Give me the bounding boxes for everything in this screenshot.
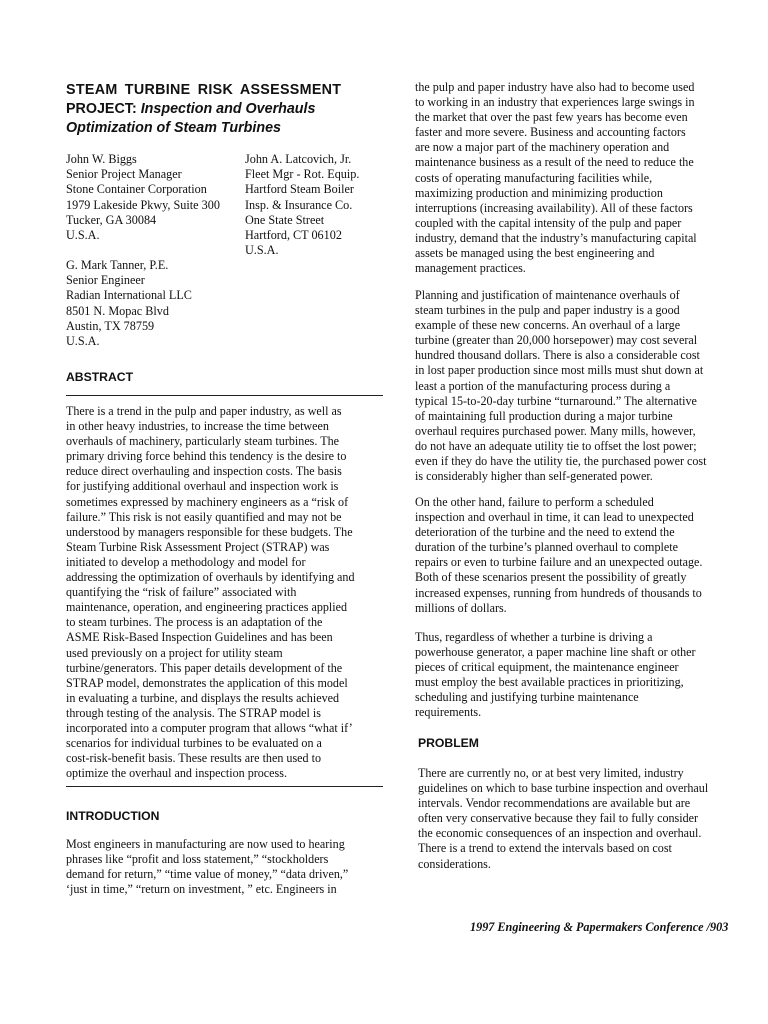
text-line: Hartford Steam Boiler xyxy=(245,182,354,197)
text-line: scenarios for individual turbines to be evaluated on a xyxy=(66,736,322,751)
right-para-3 xyxy=(415,495,702,616)
text-line: primary driving force behind this tendency is the desire to xyxy=(66,449,347,464)
paper-title xyxy=(66,81,366,138)
title-subtitle-2: Optimization of Steam Turbines xyxy=(66,120,282,136)
text-line: Most engineers in manufacturing are now used to hearing xyxy=(66,837,345,851)
text-line: demand for return,” “time value of money,” “data driven,” xyxy=(66,867,349,882)
text-line: to steam turbines. The process is an adaptation of the xyxy=(66,615,323,630)
text-line: to working in an industry that experiences large swings in xyxy=(415,95,695,110)
text-line: John A. Latcovich, Jr. xyxy=(245,152,352,166)
author-2 xyxy=(245,152,385,258)
introduction-heading: INTRODUCTION xyxy=(66,809,160,823)
title-line-1: STEAM TURBINE RISK ASSESSMENT xyxy=(66,82,342,98)
text-line: 1979 Lakeside Pkwy, Suite 300 xyxy=(66,197,220,212)
text-line: overhaul requires purchased power. Many mills, however, xyxy=(415,423,696,438)
text-line: management practices. xyxy=(415,261,526,276)
text-line: G. Mark Tanner, P.E. xyxy=(66,258,169,272)
right-para-5 xyxy=(418,766,708,872)
text-line: must employ the best available practices in prioritizing, xyxy=(415,675,684,690)
text-line: Austin, TX 78759 xyxy=(66,318,155,333)
text-line: are now a major part of the machinery operation and xyxy=(415,140,670,155)
abstract-heading: ABSTRACT xyxy=(66,370,134,384)
text-line: in evaluating a turbine, and displays the results achieved xyxy=(66,690,340,705)
text-line: intervals. Vendor recommendations are available but are xyxy=(418,796,691,811)
text-line: for justifying additional overhaul and inspection work is xyxy=(66,479,339,494)
text-line: Steam Turbine Risk Assessment Project (STRAP) was xyxy=(66,539,330,554)
text-line: Thus, regardless of whether a turbine is driving a xyxy=(415,630,653,644)
text-line: often very conservative because they fail to fully consider xyxy=(418,811,699,826)
text-line: 8501 N. Mopac Blvd xyxy=(66,303,169,318)
text-line: overhauls of machinery, particularly steam turbines. The xyxy=(66,434,340,449)
text-line: U.S.A. xyxy=(245,243,279,258)
text-line: There is a trend in the pulp and paper industry, as well as xyxy=(66,404,342,418)
text-line: duration of the turbine’s planned overhaul to complete xyxy=(415,540,678,555)
text-line: John W. Biggs xyxy=(66,152,137,166)
text-line: increased expenses, running from hundreds of thousands to xyxy=(415,585,702,600)
text-line: guidelines on which to base turbine inspection and overhaul xyxy=(418,781,709,796)
text-line: Planning and justification of maintenance overhauls of xyxy=(415,288,680,302)
abstract-body xyxy=(66,404,355,781)
problem-heading: PROBLEM xyxy=(418,736,479,750)
text-line: U.S.A. xyxy=(66,228,100,243)
author-1 xyxy=(66,152,241,243)
text-line: interruptions (increasing availability). All of these factors xyxy=(415,200,693,215)
text-line: initiated to develop a methodology and model for xyxy=(66,554,306,569)
text-line: Radian International LLC xyxy=(66,288,192,303)
text-line: Senior Engineer xyxy=(66,273,145,288)
text-line: Both of these scenarios present the possibility of greatly xyxy=(415,570,687,585)
text-line: used previously on a project for utility steam xyxy=(66,645,283,660)
text-line: ASME Risk-Based Inspection Guidelines and has been xyxy=(66,630,333,645)
text-line: faster and more severe. Business and accounting factors xyxy=(415,125,686,140)
text-line: powerhouse generator, a paper machine line shaft or other xyxy=(415,645,696,660)
text-line: considerations. xyxy=(418,856,491,871)
text-line: STRAP model, demonstrates the application of this model xyxy=(66,675,348,690)
text-line: U.S.A. xyxy=(66,334,100,349)
text-line: Tucker, GA 30084 xyxy=(66,212,157,227)
text-line: least a portion of the manufacturing process during a xyxy=(415,378,671,393)
text-line: coupled with the capital intensity of the pulp and paper xyxy=(415,215,682,230)
text-line: Fleet Mgr - Rot. Equip. xyxy=(245,167,360,182)
text-line: in other heavy industries, to increase the time between xyxy=(66,419,329,434)
text-line: There are currently no, or at best very limited, industry xyxy=(418,766,684,780)
text-line: phrases like “profit and loss statement,” “stockholders xyxy=(66,852,329,867)
text-line: even if they do have the utility tie, the purchased power cost xyxy=(415,454,707,469)
conference-footer: 1997 Engineering & Papermakers Conference /903 xyxy=(470,920,729,934)
text-line: costs of operating manufacturing facilities while, xyxy=(415,170,653,185)
text-line: do not have an adequate utility tie to offset the lost power; xyxy=(415,438,697,453)
right-para-2 xyxy=(415,288,707,484)
abstract-rule-top xyxy=(66,395,383,396)
text-line: quantifying the “risk of failure” associated with xyxy=(66,585,297,600)
text-line: millions of dollars. xyxy=(415,600,507,615)
text-line: turbine (greater than 20,000 horsepower) may cost several xyxy=(415,333,698,348)
text-line: maximizing production and minimizing production xyxy=(415,185,663,200)
text-line: maintenance, operation, and engineering practices applied xyxy=(66,600,348,615)
text-line: requirements. xyxy=(415,705,482,720)
text-line: example of these new concerns. An overhaul of a large xyxy=(415,318,681,333)
text-line: One State Street xyxy=(245,212,325,227)
text-line: pieces of critical equipment, the maintenance engineer xyxy=(415,660,679,675)
author-3 xyxy=(66,258,266,349)
text-line: the economic consequences of an inspection and overhaul. xyxy=(418,826,702,841)
text-line: There is a trend to extend the intervals based on cost xyxy=(418,841,672,856)
text-line: is considerably higher than self-generated power. xyxy=(415,469,653,484)
text-line: Senior Project Manager xyxy=(66,167,182,182)
text-line: Hartford, CT 06102 xyxy=(245,228,342,243)
text-line: turbine/generators. This paper details development of the xyxy=(66,660,343,675)
text-line: of maintaining full production during a major turbine xyxy=(415,408,673,423)
text-line: assets be managed using the best engineering and xyxy=(415,246,655,261)
text-line: incorporated into a computer program that allows “what if’ xyxy=(66,720,353,735)
text-line: through testing of the analysis. The STRAP model is xyxy=(66,705,321,720)
text-line: hundred thousand dollars. There is also a considerable cost xyxy=(415,348,700,363)
text-line: the market that over the past few years has become even xyxy=(415,110,688,125)
text-line: deterioration of the turbine and the need to extend the xyxy=(415,525,675,540)
text-line: industry, demand that the industry’s manufacturing capital xyxy=(415,230,697,245)
right-para-1 xyxy=(415,80,697,276)
title-subtitle-1: Inspection and Overhauls xyxy=(140,101,316,117)
text-line: On the other hand, failure to perform a scheduled xyxy=(415,495,654,509)
text-line: understood by managers responsible for these budgets. The xyxy=(66,524,353,539)
text-line: failure.” This risk is not easily quantified and may not be xyxy=(66,509,342,524)
text-line: steam turbines in the pulp and paper industry is a good xyxy=(415,303,680,318)
right-para-4 xyxy=(415,630,696,721)
text-line: sometimes expressed by machinery engineers as a “risk of xyxy=(66,494,349,509)
text-line: Stone Container Corporation xyxy=(66,182,207,197)
text-line: repairs or even to turbine failure and an unexpected outage. xyxy=(415,555,703,570)
text-line: reduce direct overhauling and inspection costs. The basis xyxy=(66,464,342,479)
text-line: addressing the optimization of overhauls by identifying and xyxy=(66,570,355,585)
abstract-rule-bottom xyxy=(66,786,383,787)
text-line: cost-risk-benefit basis. These results are then used to xyxy=(66,751,322,766)
text-line: optimize the overhaul and inspection process. xyxy=(66,766,287,781)
title-line-2-prefix: PROJECT: xyxy=(66,101,141,117)
text-line: scheduling and justifying turbine maintenance xyxy=(415,690,639,705)
text-line: in lost paper production since most mills must shut down at xyxy=(415,363,704,378)
text-line: the pulp and paper industry have also had to become used xyxy=(415,80,695,94)
text-line: ‘just in time,” “return on investment, ” etc. Engineers in xyxy=(66,882,337,897)
introduction-body xyxy=(66,837,348,897)
text-line: Insp. & Insurance Co. xyxy=(245,197,353,212)
text-line: inspection and overhaul in time, it can lead to unexpected xyxy=(415,510,694,525)
text-line: typical 15-to-20-day turbine “turnaround.” The alternative xyxy=(415,393,697,408)
text-line: maintenance business as a result of the need to reduce the xyxy=(415,155,694,170)
